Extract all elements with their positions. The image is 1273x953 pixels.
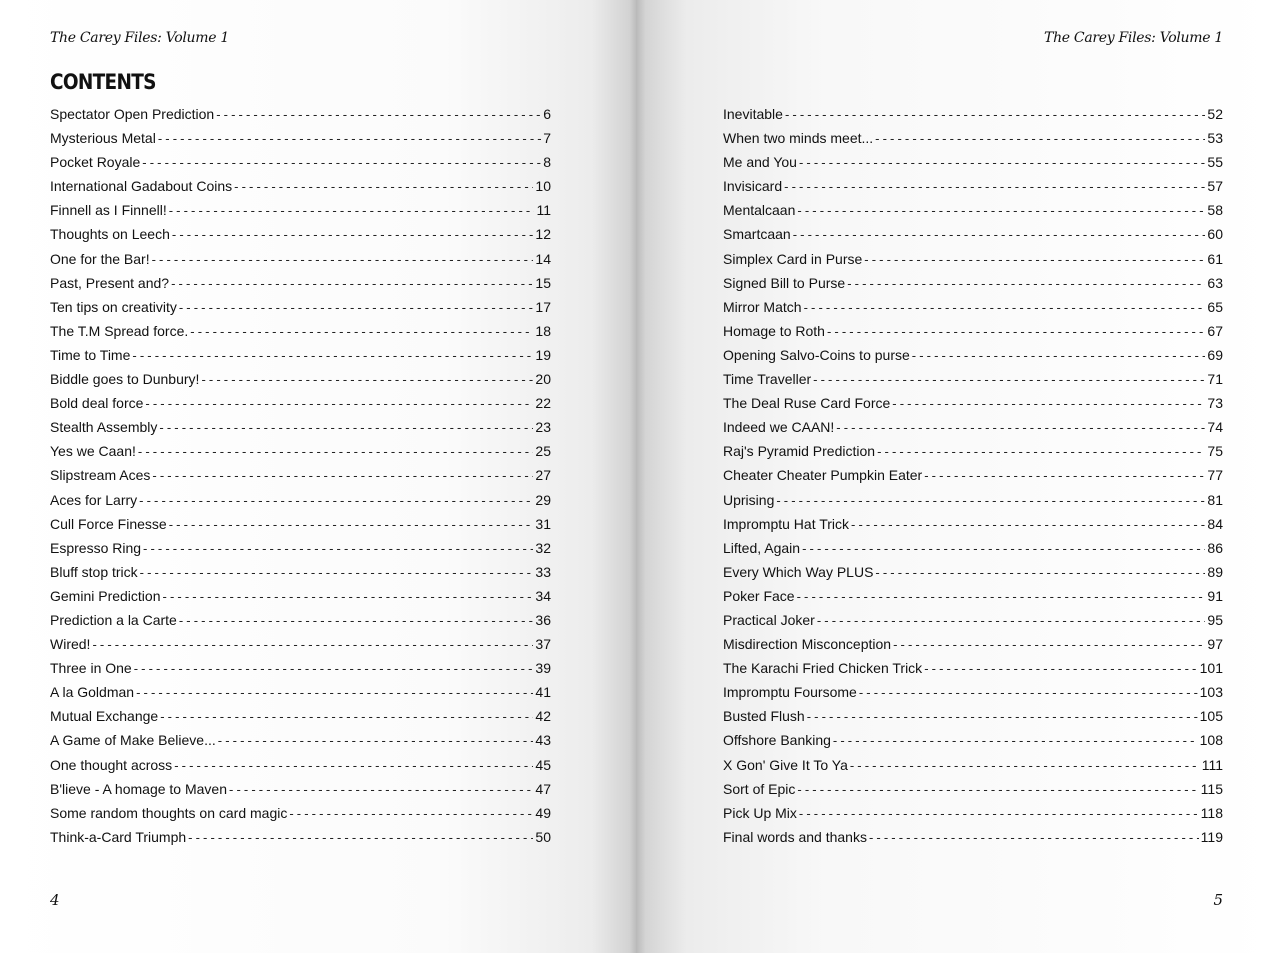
toc-entry-title: Invisicard: [723, 178, 783, 195]
toc-entry-page-number: 27: [535, 467, 551, 484]
toc-entry-title: One for the Bar!: [50, 250, 150, 267]
toc-entry: [723, 753, 1223, 777]
toc-entry-page-number: 53: [1207, 130, 1223, 147]
toc-entry: [50, 656, 551, 680]
toc-entry: [723, 512, 1223, 536]
toc-dot-leader: [142, 151, 541, 175]
toc-entry-page-number: 115: [1200, 780, 1223, 797]
toc-entry: [50, 728, 551, 752]
toc-dot-leader: [793, 223, 1206, 247]
toc-entry: [50, 247, 551, 271]
toc-entry-title: Bluff stop trick: [50, 563, 138, 580]
toc-entry-title: Indeed we CAAN!: [723, 419, 835, 436]
toc-entry-page-number: 103: [1199, 684, 1223, 701]
toc-entry-title: Homage to Roth: [723, 322, 825, 339]
toc-dot-leader: [892, 392, 1205, 416]
toc-entry-title: Spectator Open Prediction: [50, 106, 215, 122]
toc-dot-leader: [804, 296, 1206, 320]
toc-dot-leader: [785, 103, 1205, 127]
toc-entry: [50, 391, 551, 415]
toc-dot-leader: [289, 802, 533, 826]
toc-entry: [50, 512, 551, 536]
toc-dot-leader: [784, 175, 1205, 199]
toc-entry: [723, 801, 1223, 825]
toc-entry: [50, 198, 551, 222]
toc-entry-title: Signed Bill to Purse: [723, 274, 846, 291]
toc-entry-page-number: 61: [1207, 250, 1223, 267]
toc-entry-page-number: 57: [1207, 178, 1223, 195]
toc-entry-title: Simplex Card in Purse: [723, 250, 863, 267]
toc-entry-page-number: 47: [535, 780, 551, 797]
toc-entry: [723, 271, 1223, 295]
page-number-left: 4: [50, 891, 60, 909]
toc-dot-leader: [152, 248, 534, 272]
toc-entry-title: Gemini Prediction: [50, 587, 161, 604]
toc-entry: [723, 560, 1223, 584]
toc-entry-page-number: 19: [535, 346, 551, 363]
toc-dot-leader: [190, 320, 533, 344]
toc-dot-leader: [138, 440, 534, 464]
toc-dot-leader: [134, 657, 534, 681]
toc-entry-page-number: 39: [535, 660, 551, 677]
toc-entry-title: Raj's Pyramid Prediction: [723, 443, 876, 460]
toc-entry-title: The Karachi Fried Chicken Trick: [723, 660, 923, 677]
toc-entry-page-number: 49: [535, 804, 551, 821]
toc-dot-leader: [850, 754, 1200, 778]
toc-dot-leader: [924, 464, 1205, 488]
toc-entry-title: Practical Joker: [723, 611, 815, 628]
toc-entry-title: Lifted, Again: [723, 539, 801, 556]
toc-entry: [50, 680, 551, 704]
contents-heading: CONTENTS: [50, 70, 156, 94]
toc-dot-leader: [875, 561, 1205, 585]
toc-entry: [50, 439, 551, 463]
toc-dot-leader: [912, 344, 1206, 368]
toc-entry-page-number: 52: [1207, 106, 1223, 122]
toc-entry-title: Wired!: [50, 636, 91, 653]
toc-entry-title: Inevitable: [723, 106, 783, 122]
toc-entry-title: When two minds meet...: [723, 130, 874, 147]
toc-entry-page-number: 23: [535, 419, 551, 436]
toc-entry: [50, 608, 551, 632]
toc-dot-leader: [229, 778, 533, 802]
toc-entry-title: Three in One: [50, 660, 132, 677]
toc-entry-title: Pocket Royale: [50, 154, 141, 171]
toc-dot-leader: [158, 127, 541, 151]
toc-entry: [723, 150, 1223, 174]
toc-entry-title: Sort of Epic: [723, 780, 796, 797]
toc-dot-leader: [188, 826, 533, 850]
toc-entry-title: Biddle goes to Dunbury!: [50, 371, 200, 388]
toc-entry: [50, 319, 551, 343]
toc-dot-leader: [813, 368, 1205, 392]
running-head-right: The Carey Files: Volume 1: [1044, 30, 1223, 46]
toc-dot-leader: [140, 561, 534, 585]
toc-entry-title: Mysterious Metal: [50, 130, 156, 147]
toc-entry-page-number: 108: [1199, 732, 1223, 749]
toc-entry-page-number: 7: [543, 130, 551, 147]
toc-entry-title: A la Goldman: [50, 684, 135, 701]
toc-entry-title: Final words and thanks: [723, 828, 867, 845]
toc-entry-page-number: 20: [535, 371, 551, 388]
toc-dot-leader: [827, 320, 1205, 344]
running-head-left: The Carey Files: Volume 1: [50, 30, 229, 46]
toc-list-left: [50, 102, 551, 849]
toc-dot-leader: [169, 199, 535, 223]
toc-entry-title: Uprising: [723, 491, 775, 508]
toc-entry-page-number: 89: [1207, 563, 1223, 580]
toc-entry-page-number: 55: [1207, 154, 1223, 171]
toc-entry-title: Ten tips on creativity: [50, 298, 177, 315]
toc-entry: [50, 367, 551, 391]
toc-dot-leader: [797, 585, 1206, 609]
toc-entry-title: Espresso Ring: [50, 539, 142, 556]
toc-entry: [723, 319, 1223, 343]
toc-entry-page-number: 8: [543, 154, 551, 171]
page-number-right: 5: [1213, 891, 1223, 909]
toc-entry-title: Impromptu Hat Trick: [723, 515, 850, 532]
toc-entry-title: Yes we Caan!: [50, 443, 136, 460]
toc-entry: [723, 584, 1223, 608]
toc-dot-leader: [216, 103, 541, 127]
toc-entry: [723, 704, 1223, 728]
toc-entry: [723, 198, 1223, 222]
toc-entry-title: Every Which Way PLUS: [723, 563, 874, 580]
toc-entry-page-number: 84: [1207, 515, 1223, 532]
toc-entry-page-number: 74: [1207, 419, 1223, 436]
toc-dot-leader: [179, 609, 534, 633]
toc-entry: [723, 463, 1223, 487]
toc-entry-title: Thoughts on Leech: [50, 226, 170, 243]
toc-entry-title: Past, Present and?: [50, 274, 170, 291]
toc-entry-title: Me and You: [723, 154, 797, 171]
toc-entry: [723, 632, 1223, 656]
toc-dot-leader: [145, 392, 533, 416]
toc-dot-leader: [201, 368, 533, 392]
toc-entry: [723, 536, 1223, 560]
toc-entry-title: Smartcaan: [723, 226, 791, 243]
toc-entry-title: The Deal Ruse Card Force: [723, 395, 891, 412]
toc-dot-leader: [143, 537, 533, 561]
toc-dot-leader: [160, 705, 533, 729]
toc-entry-title: Slipstream Aces: [50, 467, 151, 484]
toc-entry-title: The T.M Spread force.: [50, 322, 189, 339]
toc-entry-page-number: 34: [535, 587, 551, 604]
toc-entry-page-number: 119: [1200, 828, 1223, 845]
toc-dot-leader: [869, 826, 1199, 850]
toc-entry: [723, 367, 1223, 391]
toc-entry-page-number: 25: [535, 443, 551, 460]
toc-entry: [723, 728, 1223, 752]
toc-dot-leader: [799, 802, 1199, 826]
toc-entry-page-number: 105: [1199, 708, 1223, 725]
toc-entry-title: Mirror Match: [723, 298, 802, 315]
toc-entry-title: Some random thoughts on card magic: [50, 804, 288, 821]
toc-dot-leader: [847, 272, 1205, 296]
toc-entry-page-number: 32: [535, 539, 551, 556]
toc-entry-page-number: 86: [1207, 539, 1223, 556]
toc-dot-leader: [851, 513, 1205, 537]
toc-entry-page-number: 43: [535, 732, 551, 749]
toc-entry-title: Cull Force Finesse: [50, 515, 167, 532]
toc-entry: [50, 777, 551, 801]
toc-entry-page-number: 73: [1207, 395, 1223, 412]
toc-entry-page-number: 36: [535, 611, 551, 628]
toc-entry: [723, 488, 1223, 512]
toc-entry-page-number: 97: [1207, 636, 1223, 653]
toc-entry: [723, 415, 1223, 439]
toc-entry: [723, 391, 1223, 415]
toc-entry-page-number: 50: [535, 828, 551, 845]
toc-dot-leader: [179, 296, 534, 320]
toc-entry-page-number: 118: [1200, 804, 1223, 821]
toc-entry: [723, 656, 1223, 680]
toc-entry: [50, 415, 551, 439]
toc-entry-page-number: 58: [1207, 202, 1223, 219]
toc-entry-title: Poker Face: [723, 587, 795, 604]
toc-entry-title: B'lieve - A homage to Maven: [50, 780, 227, 797]
toc-dot-leader: [797, 778, 1198, 802]
toc-entry: [50, 126, 551, 150]
toc-entry: [50, 632, 551, 656]
toc-entry-title: Bold deal force: [50, 395, 144, 412]
toc-entry: [723, 102, 1223, 126]
toc-entry-page-number: 45: [535, 756, 551, 773]
toc-entry-title: Impromptu Foursome: [723, 684, 857, 701]
toc-entry: [723, 295, 1223, 319]
toc-entry: [50, 825, 551, 849]
toc-dot-leader: [172, 223, 534, 247]
toc-entry-page-number: 101: [1199, 660, 1223, 677]
toc-entry-title: Mutual Exchange: [50, 708, 159, 725]
toc-entry-page-number: 67: [1207, 322, 1223, 339]
toc-entry-title: Time Traveller: [723, 371, 812, 388]
toc-entry-page-number: 69: [1207, 346, 1223, 363]
toc-entry-page-number: 12: [535, 226, 551, 243]
toc-entry-title: One thought across: [50, 756, 173, 773]
toc-entry: [50, 536, 551, 560]
toc-list-right: [723, 102, 1223, 849]
left-page: [0, 0, 636, 953]
toc-entry: [50, 753, 551, 777]
toc-entry-title: Busted Flush: [723, 708, 805, 725]
toc-entry-page-number: 81: [1207, 491, 1223, 508]
toc-dot-leader: [893, 633, 1205, 657]
toc-entry: [723, 680, 1223, 704]
toc-entry-page-number: 91: [1207, 587, 1223, 604]
toc-entry: [723, 126, 1223, 150]
toc-dot-leader: [218, 729, 534, 753]
toc-dot-leader: [152, 464, 533, 488]
toc-entry-page-number: 41: [535, 684, 551, 701]
toc-dot-leader: [864, 248, 1205, 272]
toc-dot-leader: [139, 489, 533, 513]
toc-entry-title: Pick Up Mix: [723, 804, 797, 821]
toc-entry-title: X Gon' Give It To Ya: [723, 756, 848, 773]
toc-entry-page-number: 37: [535, 636, 551, 653]
toc-dot-leader: [877, 440, 1205, 464]
toc-entry-page-number: 60: [1207, 226, 1223, 243]
toc-entry-title: Aces for Larry: [50, 491, 138, 508]
toc-dot-leader: [875, 127, 1205, 151]
toc-entry-page-number: 71: [1207, 371, 1223, 388]
toc-entry-title: Prediction a la Carte: [50, 611, 177, 628]
toc-entry: [50, 488, 551, 512]
toc-dot-leader: [776, 489, 1205, 513]
toc-entry: [723, 222, 1223, 246]
toc-entry-page-number: 31: [535, 515, 551, 532]
toc-entry-page-number: 42: [535, 708, 551, 725]
toc-entry-title: Finnell as I Finnell!: [50, 202, 167, 219]
toc-entry: [50, 560, 551, 584]
toc-entry: [50, 295, 551, 319]
toc-entry: [50, 343, 551, 367]
toc-entry-page-number: 95: [1207, 611, 1223, 628]
toc-dot-leader: [859, 681, 1198, 705]
toc-entry-title: Stealth Assembly: [50, 419, 158, 436]
right-page: [636, 0, 1273, 953]
toc-dot-leader: [169, 513, 534, 537]
toc-entry: [50, 150, 551, 174]
toc-entry-page-number: 18: [535, 322, 551, 339]
toc-dot-leader: [234, 175, 533, 199]
toc-dot-leader: [797, 199, 1205, 223]
toc-entry: [723, 825, 1223, 849]
toc-entry-page-number: 63: [1207, 274, 1223, 291]
toc-dot-leader: [159, 416, 533, 440]
toc-entry-page-number: 22: [535, 395, 551, 412]
toc-entry-page-number: 33: [535, 563, 551, 580]
toc-dot-leader: [802, 537, 1205, 561]
toc-dot-leader: [817, 609, 1206, 633]
toc-entry-title: Think-a-Card Triumph: [50, 828, 187, 845]
toc-entry: [723, 439, 1223, 463]
toc-dot-leader: [136, 681, 533, 705]
toc-dot-leader: [833, 729, 1198, 753]
toc-entry: [723, 608, 1223, 632]
toc-entry: [50, 102, 551, 126]
toc-entry-page-number: 15: [535, 274, 551, 291]
toc-entry: [723, 174, 1223, 198]
toc-entry-title: Offshore Banking: [723, 732, 831, 749]
toc-dot-leader: [92, 633, 533, 657]
toc-entry: [723, 247, 1223, 271]
toc-entry-page-number: 10: [535, 178, 551, 195]
toc-entry: [50, 222, 551, 246]
toc-dot-leader: [924, 657, 1197, 681]
toc-entry-title: Mentalcaan: [723, 202, 796, 219]
toc-entry: [50, 271, 551, 295]
toc-entry-title: International Gadabout Coins: [50, 178, 233, 195]
toc-entry: [723, 777, 1223, 801]
toc-dot-leader: [132, 344, 533, 368]
toc-entry-page-number: 75: [1207, 443, 1223, 460]
toc-dot-leader: [799, 151, 1205, 175]
toc-entry: [50, 704, 551, 728]
toc-dot-leader: [174, 754, 533, 778]
toc-entry-title: Opening Salvo-Coins to purse: [723, 346, 910, 363]
toc-entry-page-number: 14: [535, 250, 551, 267]
toc-entry-title: A Game of Make Believe...: [50, 732, 216, 749]
toc-entry-title: Time to Time: [50, 346, 131, 363]
toc-dot-leader: [807, 705, 1198, 729]
toc-entry-page-number: 29: [535, 491, 551, 508]
toc-entry: [50, 801, 551, 825]
toc-entry-title: Misdirection Misconception: [723, 636, 892, 653]
toc-entry-page-number: 65: [1207, 298, 1223, 315]
toc-entry-page-number: 77: [1207, 467, 1223, 484]
toc-dot-leader: [836, 416, 1205, 440]
toc-entry-page-number: 11: [536, 202, 551, 219]
toc-entry: [50, 463, 551, 487]
toc-dot-leader: [171, 272, 533, 296]
toc-dot-leader: [163, 585, 534, 609]
toc-entry: [50, 584, 551, 608]
toc-entry: [50, 174, 551, 198]
toc-entry-page-number: 111: [1201, 756, 1223, 773]
toc-entry: [723, 343, 1223, 367]
toc-entry-title: Cheater Cheater Pumpkin Eater: [723, 467, 923, 484]
toc-entry-page-number: 17: [535, 298, 551, 315]
toc-entry-page-number: 6: [543, 106, 551, 122]
